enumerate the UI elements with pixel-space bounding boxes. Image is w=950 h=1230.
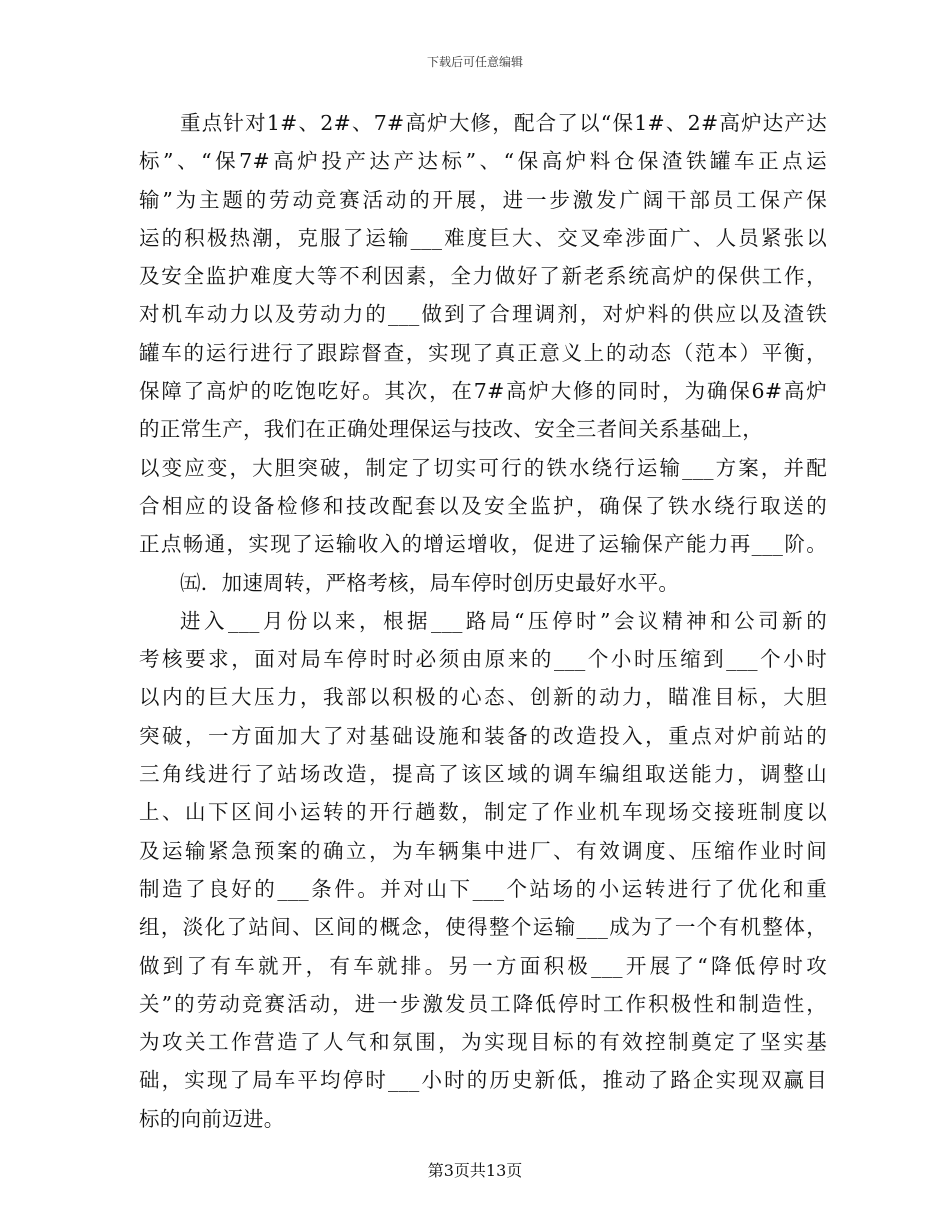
text-line: 进入___月份以来，根据___路局“压停时”会议精神和公司新的 (180, 608, 827, 633)
page-footer-number: 第3页共13页 (427, 1161, 523, 1180)
text-line: 考核要求，面对局车停时时必须由原来的___个小时压缩到___个小时 (139, 647, 827, 672)
text-line: 标的向前迈进。 (139, 1106, 285, 1131)
text-line: 关”的劳动竞赛活动，进一步激发员工降低停时工作积极性和制造性， (139, 991, 827, 1016)
text-line: 罐车的运行进行了跟踪督查，实现了真正意义上的动态（范本）平衡， (139, 340, 827, 365)
text-line: 突破，一方面加大了对基础设施和装备的改造投入，重点对炉前站的 (139, 723, 827, 748)
text-line: 标”、“保7#高炉投产达产达标”、“保高炉料仓保渣铁罐车正点运 (139, 149, 827, 174)
text-line: 三角线进行了站场改造，提高了该区域的调车编组取送能力，调整山 (139, 762, 827, 787)
text-line: 制造了良好的___条件。并对山下___个站场的小运转进行了优化和重 (139, 876, 827, 901)
text-line: 运的积极热潮，克服了运输___难度巨大、交叉牵涉面广、人员紧张以 (139, 225, 827, 250)
text-line: 输”为主题的劳动竞赛活动的开展，进一步激发广阔干部员工保产保 (139, 187, 827, 212)
text-line: 正点畅通，实现了运输收入的增运增收，促进了运输保产能力再___阶。 (139, 532, 827, 557)
text-line: 上、山下区间小运转的开行趟数，制定了作业机车现场交接班制度以 (139, 800, 827, 825)
page-header-note: 下载后可任意编辑 (426, 55, 523, 69)
text-line: 及运输紧急预案的确立，为车辆集中进厂、有效调度、压缩作业时间 (139, 838, 827, 863)
text-line: 及安全监护难度大等不利因素，全力做好了新老系统高炉的保供工作， (139, 264, 827, 289)
text-line: 组，淡化了站间、区间的概念，使得整个运输___成为了一个有机整体， (139, 915, 827, 940)
text-line: 合相应的设备检修和技改配套以及安全监护，确保了铁水绕行取送的 (139, 493, 827, 518)
text-line: 保障了高炉的吃饱吃好。其次，在7#高炉大修的同时，为确保6#高炉 (139, 379, 827, 404)
text-line: 的正常生产，我们在正确处理保运与技改、安全三者间关系基础上， (139, 417, 763, 442)
document-body (139, 104, 827, 1138)
text-line: 做到了有车就开，有车就排。另一方面积极___开展了“降低停时攻 (139, 953, 827, 978)
text-line: 重点针对1#、2#、7#高炉大修，配合了以“保1#、2#高炉达产达 (180, 111, 827, 135)
text-line: 对机车动力以及劳动力的___做到了合理调剂，对炉料的供应以及渣铁 (139, 302, 827, 327)
text-line: 础，实现了局车平均停时___小时的历史新低，推动了路企实现双赢目 (139, 1068, 827, 1093)
text-line: 以变应变，大胆突破，制定了切实可行的铁水绕行运输___方案，并配 (139, 455, 827, 480)
text-line: 为攻关工作营造了人气和氛围，为实现目标的有效控制奠定了坚实基 (139, 1030, 827, 1055)
text-line: 以内的巨大压力，我部以积极的心态、创新的动力，瞄准目标，大胆 (139, 685, 827, 710)
text-line: ㈤．加速周转，严格考核，局车停时创历史最好水平。 (180, 570, 680, 595)
